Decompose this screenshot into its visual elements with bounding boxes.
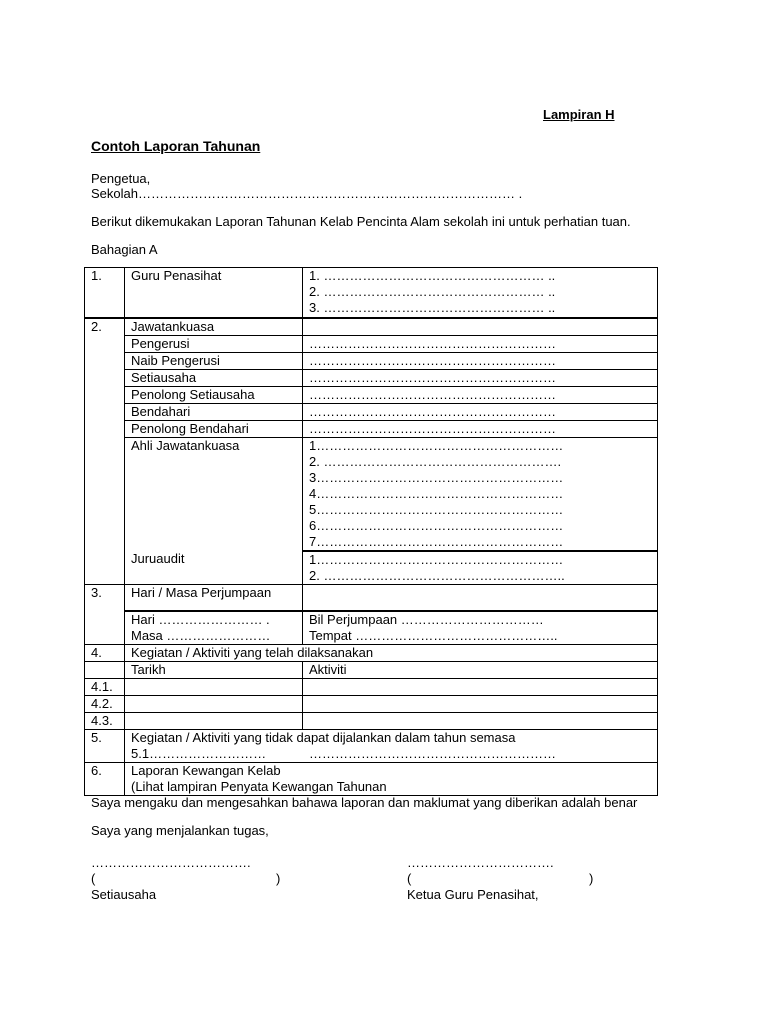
field-label: Ahli Jawatankuasa: [125, 437, 303, 551]
row-number: 3.: [85, 584, 125, 645]
intro-text: Berikut dikemukakan Laporan Tahunan Kelab Pencinta Alam sekolah ini untuk perhatian tuan.: [91, 214, 631, 229]
field-value: [303, 713, 658, 730]
field-value: …………………………………………………: [303, 403, 658, 420]
unexecuted-activities-title: Kegiatan / Aktiviti yang tidak dapat dijalankan dalam tahun semasa: [131, 730, 516, 745]
dotted-line: 1…………………………………………………: [309, 437, 564, 453]
row-number: 4.: [85, 645, 125, 662]
field-label: [125, 730, 658, 763]
dotted-line: 6…………………………………………………: [309, 517, 564, 533]
table-row: [85, 611, 658, 645]
field-value: [303, 611, 658, 645]
field-value: [303, 318, 658, 336]
field-label: [125, 611, 303, 645]
dotted-line: 2. ………………………………………………..: [309, 567, 565, 583]
row-number: 5.: [85, 730, 125, 763]
field-value: [125, 713, 303, 730]
signature-right: [407, 855, 607, 903]
sub-item: [131, 746, 657, 762]
dotted-line: 1…………………………………………………: [309, 551, 564, 567]
field-label: Guru Penasihat: [125, 268, 303, 318]
field-value: [303, 437, 658, 551]
table-row: [85, 268, 658, 318]
table-row: [85, 403, 658, 420]
closing-text: Saya yang menjalankan tugas,: [91, 823, 269, 838]
sub-item-number: 5.1………………………: [131, 746, 267, 761]
meeting-day: Hari …………………… .: [131, 612, 270, 627]
field-value: [125, 679, 303, 696]
table-row: [85, 369, 658, 386]
dotted-line: 7…………………………………………………: [309, 533, 564, 549]
row-number: 1.: [85, 268, 125, 318]
dotted-line: 5…………………………………………………: [309, 501, 564, 517]
row-number: 4.1.: [85, 679, 125, 696]
table-row: [85, 551, 658, 585]
row-number: 2.: [85, 318, 125, 585]
meeting-count: Bil Perjumpaan ……………………………: [309, 612, 544, 627]
dotted-line: 2. …………………………………………… ..: [309, 284, 556, 299]
table-row: [85, 584, 658, 611]
row-number: 6.: [85, 763, 125, 796]
field-label: Kegiatan / Aktiviti yang telah dilaksanakan: [125, 645, 658, 662]
column-header-activity: Aktiviti: [303, 662, 658, 679]
signature-dots: …………………………….: [407, 855, 554, 870]
field-value: [303, 551, 658, 585]
field-value: [303, 679, 658, 696]
column-header-date: Tarikh: [125, 662, 303, 679]
field-label: Pengerusi: [125, 335, 303, 352]
report-table: [84, 267, 658, 796]
finance-report-title: Laporan Kewangan Kelab: [131, 763, 281, 778]
field-value: [303, 696, 658, 713]
close-paren: ): [589, 871, 594, 886]
signature-role: Ketua Guru Penasihat,: [407, 887, 539, 902]
dotted-line: 4…………………………………………………: [309, 485, 564, 501]
close-paren: ): [276, 871, 281, 886]
open-paren: (: [407, 871, 412, 886]
table-row: [85, 386, 658, 403]
field-label: [125, 763, 658, 796]
field-label: Hari / Masa Perjumpaan: [125, 584, 303, 611]
declaration-text: Saya mengaku dan mengesahkan bahawa laporan dan maklumat yang diberikan adalah benar: [91, 795, 638, 810]
table-row: [85, 420, 658, 437]
field-label: Penolong Bendahari: [125, 420, 303, 437]
field-label: Bendahari: [125, 403, 303, 420]
field-value: [303, 268, 658, 318]
section-label: Bahagian A: [91, 242, 158, 257]
table-row: [85, 679, 658, 696]
table-row: [85, 335, 658, 352]
field-value: …………………………………………………: [303, 386, 658, 403]
field-label: Penolong Setiausaha: [125, 386, 303, 403]
name-brackets: [91, 871, 291, 887]
signature-role: Setiausaha: [91, 887, 157, 902]
signature-left: [91, 855, 291, 903]
row-number: 4.3.: [85, 713, 125, 730]
dotted-line: 1. …………………………………………… ..: [309, 268, 556, 283]
appendix-label: Lampiran H: [543, 107, 615, 122]
dotted-line: 3. …………………………………………… ..: [309, 300, 556, 315]
table-row: [85, 662, 658, 679]
dotted-line: 2. ……………………………………………….: [309, 453, 562, 469]
table-row: [85, 352, 658, 369]
field-value: …………………………………………………: [303, 352, 658, 369]
table-row: [85, 645, 658, 662]
field-value: [125, 696, 303, 713]
table-row: [85, 763, 658, 796]
table-row: [85, 730, 658, 763]
signature-dots: ……………………………….: [91, 855, 251, 870]
field-label: Juruaudit: [125, 551, 303, 585]
address-line-2: Sekolah…………………………………………………………………………… .: [91, 186, 523, 201]
meeting-time: Masa ……………………: [131, 628, 271, 643]
table-row: [85, 713, 658, 730]
field-label: Naib Pengerusi: [125, 352, 303, 369]
table-row: [85, 437, 658, 551]
page-title: Contoh Laporan Tahunan: [91, 138, 261, 154]
row-number: [85, 662, 125, 679]
field-value: …………………………………………………: [303, 420, 658, 437]
field-label: Jawatankuasa: [125, 318, 303, 336]
field-value: [303, 584, 658, 611]
address-line-1: Pengetua,: [91, 171, 151, 186]
sub-item-value: …………………………………………………: [309, 746, 556, 761]
field-value: …………………………………………………: [303, 335, 658, 352]
field-label: Setiausaha: [125, 369, 303, 386]
finance-report-note: (Lihat lampiran Penyata Kewangan Tahunan: [131, 779, 387, 794]
meeting-place: Tempat ………………………………………..: [309, 628, 558, 643]
row-number: 4.2.: [85, 696, 125, 713]
name-brackets: [407, 871, 607, 887]
dotted-line: 3…………………………………………………: [309, 469, 564, 485]
field-value: …………………………………………………: [303, 369, 658, 386]
table-row: [85, 696, 658, 713]
open-paren: (: [91, 871, 96, 886]
table-row: [85, 318, 658, 336]
